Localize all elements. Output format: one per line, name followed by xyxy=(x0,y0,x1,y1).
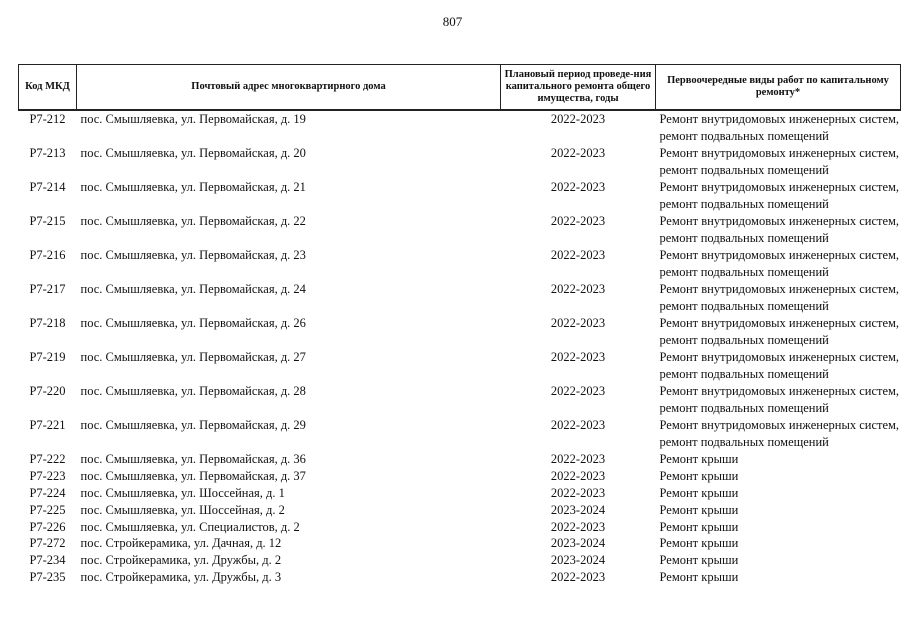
header-address: Почтовый адрес многоквартирного дома xyxy=(77,65,501,111)
cell-period: 2022-2023 xyxy=(550,452,606,466)
cell-period: 2022-2023 xyxy=(550,468,606,483)
works-line: ремонт подвальных помещений xyxy=(659,196,829,211)
works-line: ремонт подвальных помещений xyxy=(659,366,829,381)
table-row xyxy=(19,519,901,536)
works-line: Ремонт крыши xyxy=(659,502,739,517)
cell-code: Р7-213 xyxy=(29,146,66,160)
cell-period: 2023-2024 xyxy=(550,536,606,551)
header-works: Первоочередные виды работ по капитальному ремонту* xyxy=(656,65,901,111)
cell-code: Р7-223 xyxy=(29,468,66,483)
table-row xyxy=(19,315,901,349)
cell-code: Р7-220 xyxy=(29,384,66,398)
table-row xyxy=(19,552,901,569)
cell-works xyxy=(656,281,901,315)
cell-address: пос. Смышляевка, ул. Специалистов, д. 2 xyxy=(80,519,300,534)
table-row xyxy=(19,451,901,468)
table-row xyxy=(19,383,901,417)
cell-period: 2022-2023 xyxy=(550,418,606,432)
works-line: Ремонт внутридомовых инженерных систем, xyxy=(659,282,900,296)
cell-works xyxy=(656,552,901,569)
cell-address: пос. Смышляевка, ул. Первомайская, д. 29 xyxy=(80,418,306,432)
cell-period: 2022-2023 xyxy=(550,282,606,296)
works-line: ремонт подвальных помещений xyxy=(659,298,829,313)
cell-code: Р7-224 xyxy=(29,485,66,500)
works-line: Ремонт крыши xyxy=(659,452,739,466)
cell-code: Р7-226 xyxy=(29,519,66,534)
works-line: Ремонт крыши xyxy=(659,519,739,534)
cell-address: пос. Смышляевка, ул. Первомайская, д. 22 xyxy=(80,214,306,228)
cell-address: пос. Смышляевка, ул. Первомайская, д. 19 xyxy=(80,112,306,126)
cell-code: Р7-234 xyxy=(29,553,66,568)
cell-works xyxy=(656,213,901,247)
table-row xyxy=(19,247,901,281)
works-line: Ремонт крыши xyxy=(659,536,739,551)
table-row xyxy=(19,468,901,485)
cell-code: Р7-216 xyxy=(29,248,66,262)
works-line: Ремонт крыши xyxy=(659,468,739,483)
cell-period: 2022-2023 xyxy=(550,485,606,500)
cell-code: Р7-272 xyxy=(29,536,66,551)
works-line: Ремонт крыши xyxy=(659,570,739,585)
cell-period: 2022-2023 xyxy=(550,180,606,194)
cell-period: 2022-2023 xyxy=(550,350,606,364)
cell-period: 2022-2023 xyxy=(550,112,606,126)
works-line: Ремонт внутридомовых инженерных систем, xyxy=(659,418,900,432)
cell-works xyxy=(656,569,901,586)
table-row xyxy=(19,417,901,451)
cell-address: пос. Смышляевка, ул. Первомайская, д. 36 xyxy=(80,452,306,466)
cell-period: 2022-2023 xyxy=(550,214,606,228)
works-line: ремонт подвальных помещений xyxy=(659,264,829,279)
works-line: Ремонт крыши xyxy=(659,553,739,568)
cell-address: пос. Смышляевка, ул. Первомайская, д. 23 xyxy=(80,248,306,262)
cell-works xyxy=(656,179,901,213)
cell-address: пос. Стройкерамика, ул. Дачная, д. 12 xyxy=(80,536,282,551)
table-row xyxy=(19,281,901,315)
cell-address: пос. Смышляевка, ул. Шоссейная, д. 1 xyxy=(80,485,285,500)
works-line: Ремонт внутридомовых инженерных систем, xyxy=(659,316,900,330)
cell-address: пос. Смышляевка, ул. Первомайская, д. 26 xyxy=(80,316,306,330)
cell-period: 2022-2023 xyxy=(550,316,606,330)
cell-address: пос. Смышляевка, ул. Шоссейная, д. 2 xyxy=(80,502,285,517)
cell-code: Р7-235 xyxy=(29,570,66,585)
cell-address: пос. Смышляевка, ул. Первомайская, д. 28 xyxy=(80,384,306,398)
cell-works xyxy=(656,110,901,145)
cell-code: Р7-212 xyxy=(29,112,66,126)
works-line: Ремонт внутридомовых инженерных систем, xyxy=(659,112,900,126)
works-line: ремонт подвальных помещений xyxy=(659,162,829,177)
works-line: Ремонт внутридомовых инженерных систем, xyxy=(659,146,900,160)
cell-code: Р7-225 xyxy=(29,502,66,517)
cell-code: Р7-221 xyxy=(29,418,66,432)
cell-code: Р7-219 xyxy=(29,350,66,364)
cell-period: 2022-2023 xyxy=(550,384,606,398)
table-header xyxy=(19,65,901,111)
cell-works xyxy=(656,383,901,417)
page-number: 807 xyxy=(442,14,463,29)
works-line: Ремонт внутридомовых инженерных систем, xyxy=(659,248,900,262)
works-line: Ремонт внутридомовых инженерных систем, xyxy=(659,214,900,228)
table-row xyxy=(19,485,901,502)
cell-period: 2022-2023 xyxy=(550,519,606,534)
works-line: Ремонт крыши xyxy=(659,485,739,500)
cell-code: Р7-217 xyxy=(29,282,66,296)
cell-address: пос. Смышляевка, ул. Первомайская, д. 37 xyxy=(80,468,306,483)
cell-address: пос. Смышляевка, ул. Первомайская, д. 27 xyxy=(80,350,306,364)
works-line: ремонт подвальных помещений xyxy=(659,332,829,347)
cell-address: пос. Смышляевка, ул. Первомайская, д. 20 xyxy=(80,146,306,160)
cell-works xyxy=(656,485,901,502)
table-row xyxy=(19,145,901,179)
cell-period: 2022-2023 xyxy=(550,570,606,585)
works-line: ремонт подвальных помещений xyxy=(659,128,829,143)
cell-period: 2022-2023 xyxy=(550,248,606,262)
table-row xyxy=(19,502,901,519)
cell-works xyxy=(656,349,901,383)
table-row xyxy=(19,349,901,383)
table-row xyxy=(19,110,901,145)
cell-code: Р7-214 xyxy=(29,180,66,194)
cell-address: пос. Смышляевка, ул. Первомайская, д. 21 xyxy=(80,180,306,194)
cell-works xyxy=(656,468,901,485)
cell-period: 2022-2023 xyxy=(550,146,606,160)
cell-works xyxy=(656,451,901,468)
cell-works xyxy=(656,247,901,281)
cell-works xyxy=(656,315,901,349)
cell-works xyxy=(656,519,901,536)
works-line: ремонт подвальных помещений xyxy=(659,230,829,245)
works-line: Ремонт внутридомовых инженерных систем, xyxy=(659,384,900,398)
cell-works xyxy=(656,417,901,451)
works-line: Ремонт внутридомовых инженерных систем, xyxy=(659,180,900,194)
header-code: Код МКД xyxy=(19,65,77,111)
housing-repair-table xyxy=(18,64,901,586)
cell-works xyxy=(656,502,901,519)
cell-works xyxy=(656,145,901,179)
cell-address: пос. Стройкерамика, ул. Дружбы, д. 3 xyxy=(80,570,282,585)
table-row xyxy=(19,569,901,586)
cell-period: 2023-2024 xyxy=(550,502,606,517)
table-row xyxy=(19,535,901,552)
works-line: ремонт подвальных помещений xyxy=(659,434,829,449)
table-body xyxy=(19,110,901,586)
cell-period: 2023-2024 xyxy=(550,553,606,568)
table-row xyxy=(19,213,901,247)
cell-code: Р7-215 xyxy=(29,214,66,228)
table-row xyxy=(19,179,901,213)
cell-code: Р7-222 xyxy=(29,452,66,466)
works-line: Ремонт внутридомовых инженерных систем, xyxy=(659,350,900,364)
cell-address: пос. Смышляевка, ул. Первомайская, д. 24 xyxy=(80,282,306,296)
header-period: Плановый период проведе-ния капитального ремонта общего имущества, годы xyxy=(501,65,656,111)
cell-code: Р7-218 xyxy=(29,316,66,330)
works-line: ремонт подвальных помещений xyxy=(659,400,829,415)
cell-address: пос. Стройкерамика, ул. Дружбы, д. 2 xyxy=(80,553,282,568)
cell-works xyxy=(656,535,901,552)
